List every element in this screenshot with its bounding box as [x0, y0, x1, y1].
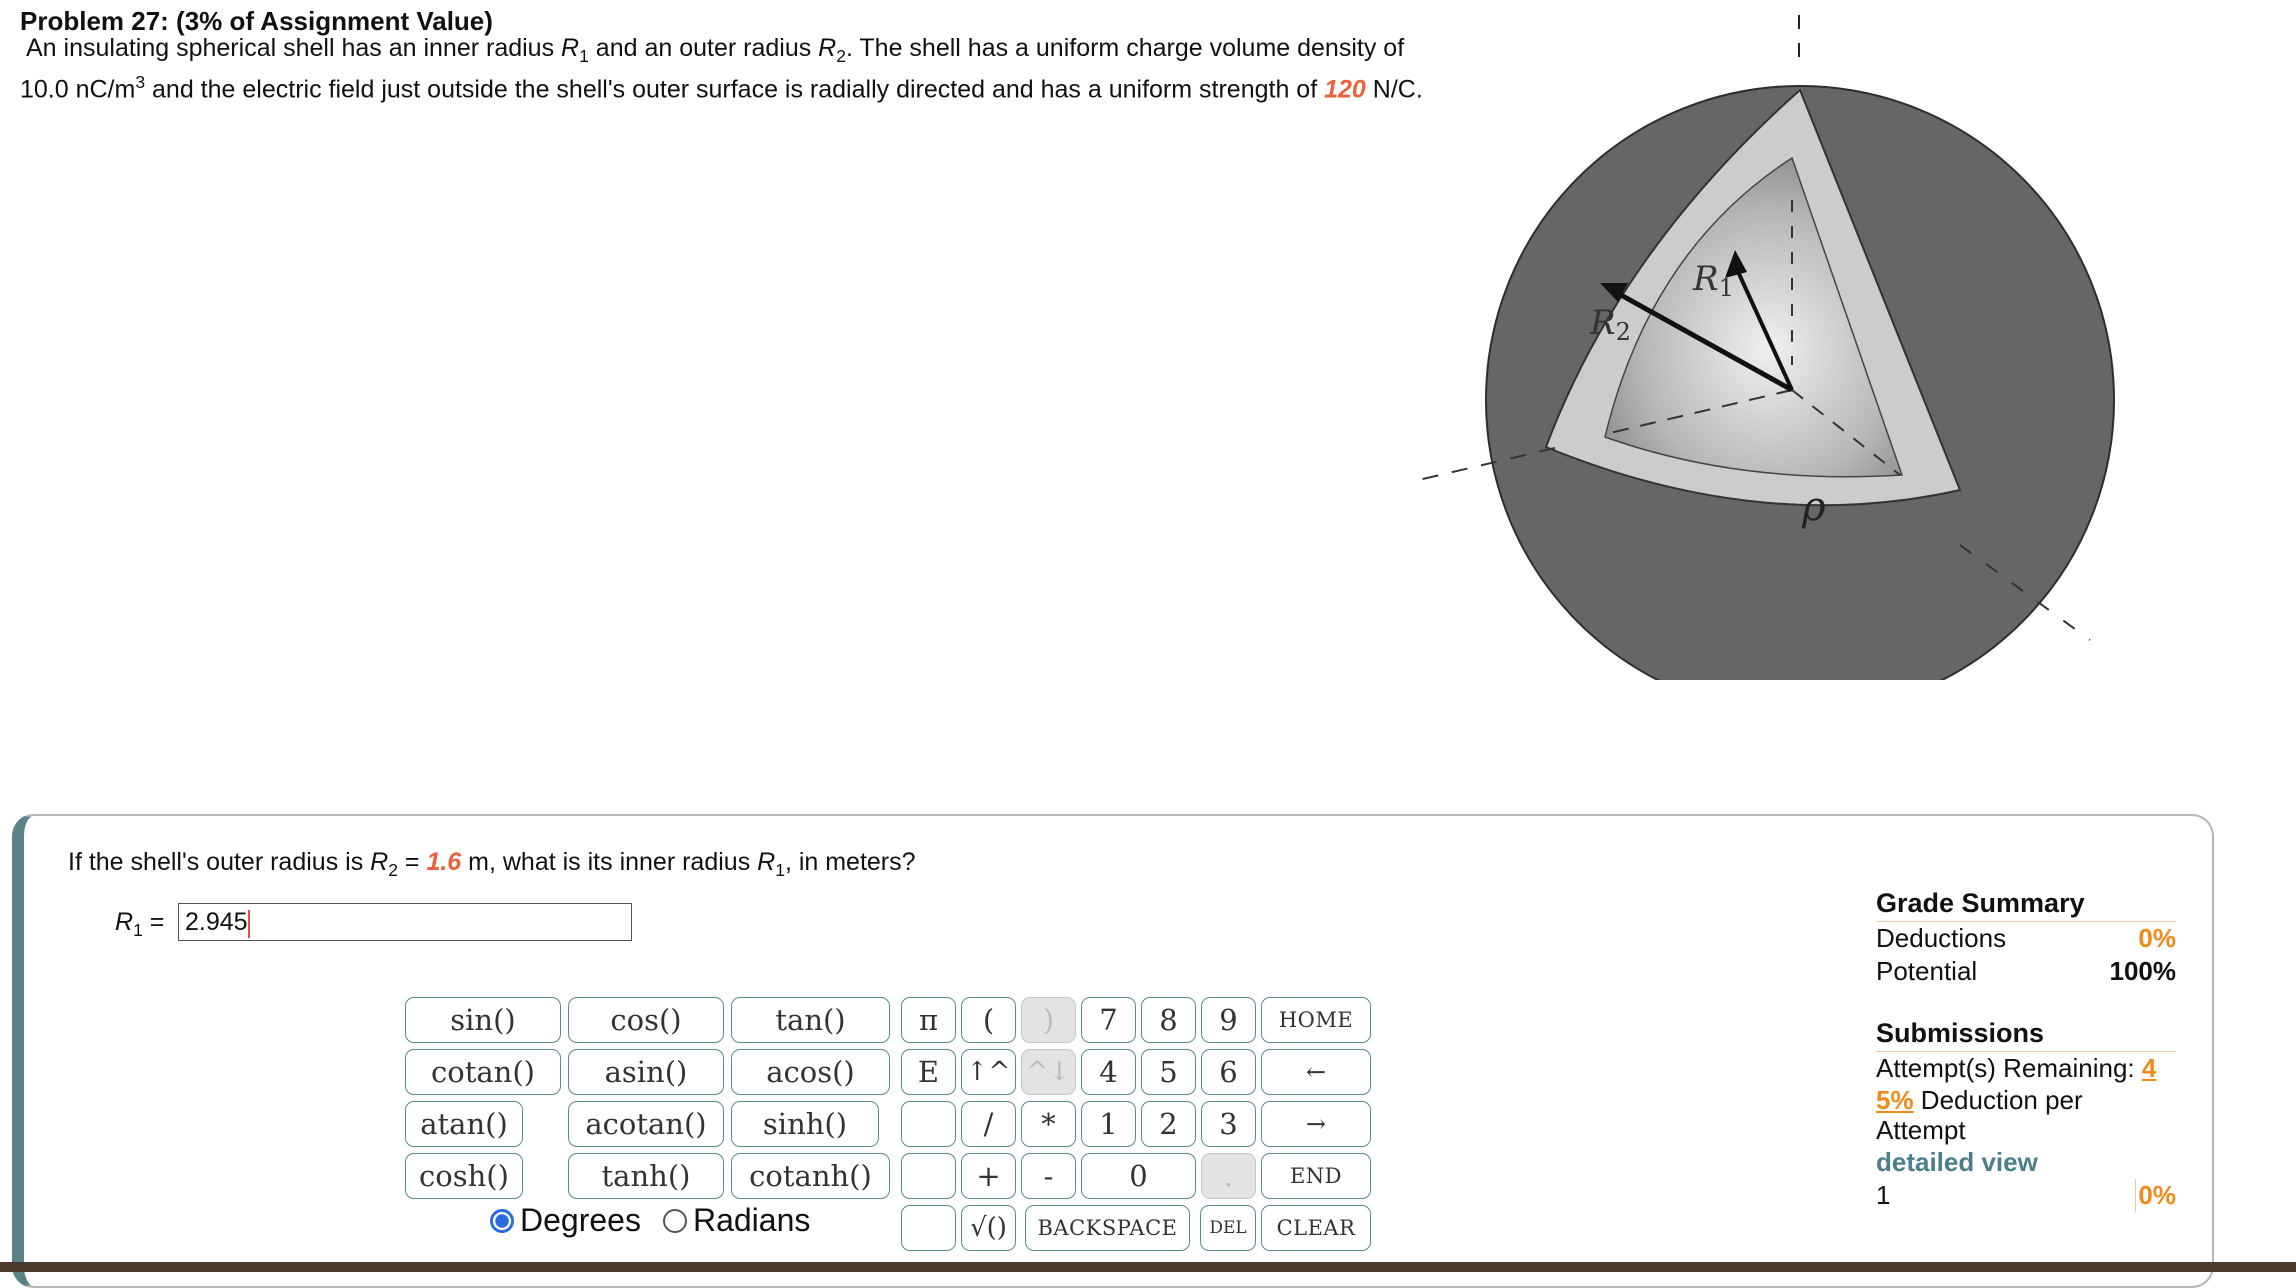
key-sinh[interactable]: sinh() — [731, 1101, 879, 1147]
text: = — [397, 848, 427, 876]
key-cotan[interactable]: cotan() — [405, 1049, 561, 1095]
text: . The shell has a uniform charge volume density of — [845, 34, 1405, 62]
submission-number: 1 — [1876, 1180, 1891, 1210]
potential-label: Potential — [1876, 956, 1978, 986]
grade-summary-title: Grade Summary — [1876, 888, 2176, 922]
text: If the shell's outer radius is — [68, 848, 371, 876]
text-caret — [248, 910, 250, 938]
key-e[interactable]: E — [901, 1049, 956, 1095]
key-tan[interactable]: tan() — [731, 997, 890, 1043]
text: and an outer radius — [588, 34, 819, 62]
degrees-label: Degrees — [520, 1202, 641, 1238]
key-2[interactable]: 2 — [1141, 1101, 1196, 1147]
bottom-bar — [0, 1262, 2296, 1272]
radians-radio[interactable] — [663, 1209, 687, 1233]
key-end[interactable]: END — [1261, 1153, 1371, 1199]
key-acotan[interactable]: acotan() — [568, 1101, 724, 1147]
attempts-label: Attempt(s) Remaining: — [1876, 1053, 2142, 1083]
symbol-r: R — [561, 34, 580, 62]
deduction-row — [1876, 1085, 2176, 1115]
answer-label — [115, 908, 164, 941]
text: 10.0 nC/m — [20, 75, 136, 104]
label-rho: ρ — [1802, 484, 1826, 530]
key-multiply[interactable]: * — [1021, 1101, 1076, 1147]
text: N/C. — [1365, 75, 1423, 104]
symbol-r: R — [370, 848, 389, 876]
superscript: 3 — [135, 72, 146, 92]
spherical-shell-figure — [1400, 0, 2160, 680]
key-cursor-right[interactable]: → — [1261, 1101, 1371, 1147]
symbol-r: R — [115, 908, 134, 936]
subscript: 1 — [579, 46, 589, 66]
key-blank-2[interactable] — [901, 1153, 956, 1199]
subscript: 2 — [836, 46, 846, 66]
radians-label: Radians — [692, 1202, 811, 1238]
deduction-percent: 5% — [1876, 1085, 1914, 1115]
key-pi[interactable]: π — [901, 997, 956, 1043]
key-sqrt[interactable]: √() — [961, 1205, 1016, 1251]
key-sin[interactable]: sin() — [405, 997, 561, 1043]
subscript: 1 — [133, 920, 143, 940]
key-plus[interactable]: + — [961, 1153, 1016, 1199]
key-acos[interactable]: acos() — [731, 1049, 890, 1095]
key-clear[interactable]: CLEAR — [1261, 1205, 1371, 1251]
key-5[interactable]: 5 — [1141, 1049, 1196, 1095]
field-value: 120 — [1324, 75, 1366, 104]
key-blank-3[interactable] — [901, 1205, 956, 1251]
key-4[interactable]: 4 — [1081, 1049, 1136, 1095]
problem-text-line-2 — [20, 72, 1423, 104]
text: , in meters? — [784, 848, 916, 876]
submission-deduction: 0% — [2135, 1179, 2176, 1212]
key-cotanh[interactable]: cotanh() — [731, 1153, 890, 1199]
key-cosh[interactable]: cosh() — [405, 1153, 523, 1199]
label-r1: R1 — [1693, 259, 1734, 302]
key-backspace[interactable]: BACKSPACE — [1025, 1205, 1190, 1251]
key-7[interactable]: 7 — [1081, 997, 1136, 1043]
key-home[interactable]: HOME — [1261, 997, 1371, 1043]
key-9[interactable]: 9 — [1201, 997, 1256, 1043]
label-r2: R2 — [1590, 303, 1631, 346]
symbol-r: R — [818, 34, 837, 62]
key-cos[interactable]: cos() — [568, 997, 724, 1043]
key-close-paren[interactable]: ) — [1021, 997, 1076, 1043]
grade-summary — [1876, 888, 2176, 1212]
submissions-title: Submissions — [1876, 1018, 2176, 1052]
detailed-view-link[interactable]: detailed view — [1876, 1147, 2038, 1177]
deductions-label: Deductions — [1876, 923, 2007, 953]
answer-input[interactable] — [178, 903, 632, 941]
subscript: 2 — [388, 860, 398, 880]
deduction-text: Deduction per — [1913, 1085, 2083, 1115]
key-8[interactable]: 8 — [1141, 997, 1196, 1043]
key-6[interactable]: 6 — [1201, 1049, 1256, 1095]
key-atan[interactable]: atan() — [405, 1101, 523, 1147]
key-minus[interactable]: - — [1021, 1153, 1076, 1199]
key-down-caret[interactable]: ^↓ — [1021, 1049, 1076, 1095]
problem-title: Problem 27: (3% of Assignment Value) — [20, 6, 493, 36]
text: m, what is its inner radius — [461, 848, 758, 876]
key-cursor-left[interactable]: ← — [1261, 1049, 1371, 1095]
key-3[interactable]: 3 — [1201, 1101, 1256, 1147]
key-0[interactable]: 0 — [1081, 1153, 1196, 1199]
attempts-row — [1876, 1052, 2176, 1085]
question-text — [68, 848, 916, 881]
r2-value: 1.6 — [426, 848, 462, 876]
key-up-caret[interactable]: ↑^ — [961, 1049, 1016, 1095]
key-asin[interactable]: asin() — [568, 1049, 724, 1095]
subscript: 1 — [775, 860, 785, 880]
text: and the electric field just outside the shell's outer surface is radially directed and has a uniform strength of — [145, 75, 1325, 104]
deductions-value: 0% — [2138, 923, 2176, 953]
text: An insulating spherical shell has an inner radius — [26, 34, 562, 62]
potential-value: 100% — [2109, 956, 2176, 986]
key-tanh[interactable]: tanh() — [568, 1153, 724, 1199]
angle-mode-group — [490, 1202, 810, 1239]
key-decimal[interactable]: . — [1201, 1153, 1256, 1199]
symbol-r: R — [757, 848, 776, 876]
potential-row — [1876, 955, 2176, 988]
key-open-paren[interactable]: ( — [961, 997, 1016, 1043]
submission-row — [1876, 1179, 2176, 1212]
problem-text-line-1 — [26, 34, 1404, 67]
key-1[interactable]: 1 — [1081, 1101, 1136, 1147]
key-blank-1[interactable] — [901, 1101, 956, 1147]
attempt-word: Attempt — [1876, 1115, 1966, 1145]
degrees-radio[interactable] — [490, 1209, 514, 1233]
key-divide[interactable]: / — [961, 1101, 1016, 1147]
text: = — [142, 908, 165, 936]
key-del[interactable]: DEL — [1200, 1205, 1256, 1251]
attempts-value: 4 — [2141, 1053, 2157, 1083]
deductions-row — [1876, 922, 2176, 955]
